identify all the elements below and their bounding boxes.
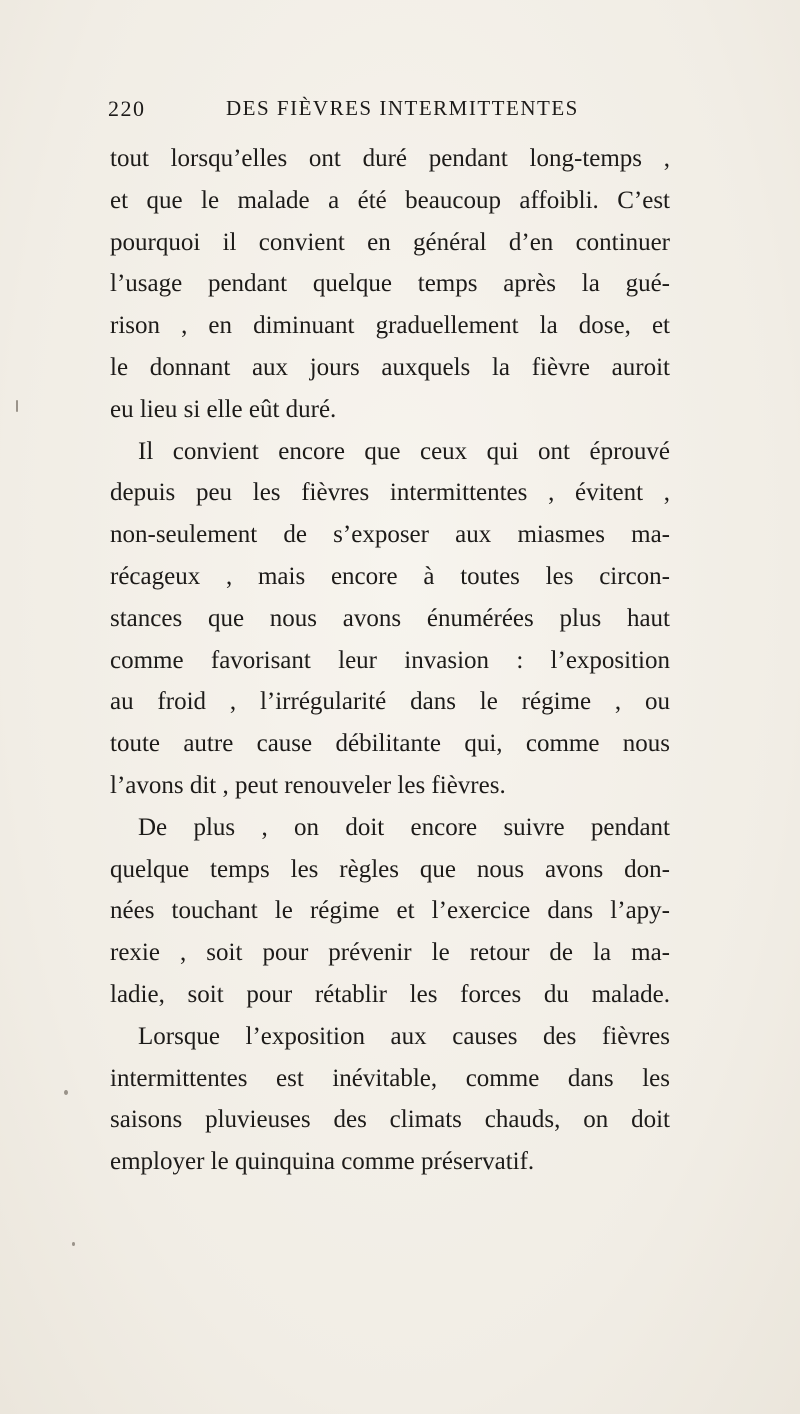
text-line: intermittentes est inévitable, comme dans les <box>110 1064 670 1092</box>
text-line: non-seulement de s’exposer aux miasmes ma- <box>110 521 670 549</box>
text-line: pourquoi il convient en général d’en continuer <box>110 228 670 256</box>
text-line: toute autre cause débilitante qui, comme nous <box>110 730 670 758</box>
text-line: quelque temps les règles que nous avons don- <box>110 855 670 883</box>
text-line: Lorsque l’exposition aux causes des fièvres <box>138 1022 670 1050</box>
text-line: ladie, soit pour rétablir les forces du malade. <box>110 980 670 1008</box>
text-line: rison , en diminuant graduellement la dose, et <box>110 312 670 340</box>
text-line: eu lieu si elle eût duré. <box>110 395 337 423</box>
paragraph <box>110 1016 670 1183</box>
text-line: et que le malade a été beaucoup affoibli. C’est <box>110 186 670 214</box>
text-line: stances que nous avons énumérées plus haut <box>110 604 670 632</box>
text-line: tout lorsqu’elles ont duré pendant long-temps , <box>110 145 670 172</box>
text-line: saisons pluvieuses des climats chauds, on doit <box>110 1106 670 1134</box>
paragraph <box>110 807 670 1016</box>
paper-speck <box>64 1090 68 1095</box>
text-line: employer le quinquina comme préservatif. <box>110 1148 535 1176</box>
text-line: nées touchant le régime et l’exercice dans l’apy- <box>110 897 670 925</box>
text-line: l’avons dit , peut renouveler les fièvres. <box>110 771 506 799</box>
text-line: Il convient encore que ceux qui ont éprouvé <box>138 437 670 465</box>
page-header <box>108 96 668 128</box>
paper-speck <box>72 1242 75 1246</box>
paragraph <box>110 431 670 807</box>
body-text <box>110 138 670 1183</box>
text-line: le donnant aux jours auxquels la fièvre auroit <box>110 353 670 381</box>
paragraph <box>110 138 670 431</box>
running-title: DES FIÈVRES INTERMITTENTES <box>226 96 579 120</box>
text-line: rexie , soit pour prévenir le retour de la ma- <box>110 939 670 967</box>
text-line: comme favorisant leur invasion : l’exposition <box>110 646 670 674</box>
text-line: l’usage pendant quelque temps après la gué- <box>110 270 670 298</box>
text-line: depuis peu les fièvres intermittentes , évitent , <box>110 479 670 507</box>
page-number: 220 <box>108 96 146 121</box>
text-line: récageux , mais encore à toutes les circon- <box>110 562 670 590</box>
paper-speck <box>16 400 18 412</box>
text-line: De plus , on doit encore suivre pendant <box>138 813 670 841</box>
text-line: au froid , l’irrégularité dans le régime , ou <box>110 688 670 716</box>
